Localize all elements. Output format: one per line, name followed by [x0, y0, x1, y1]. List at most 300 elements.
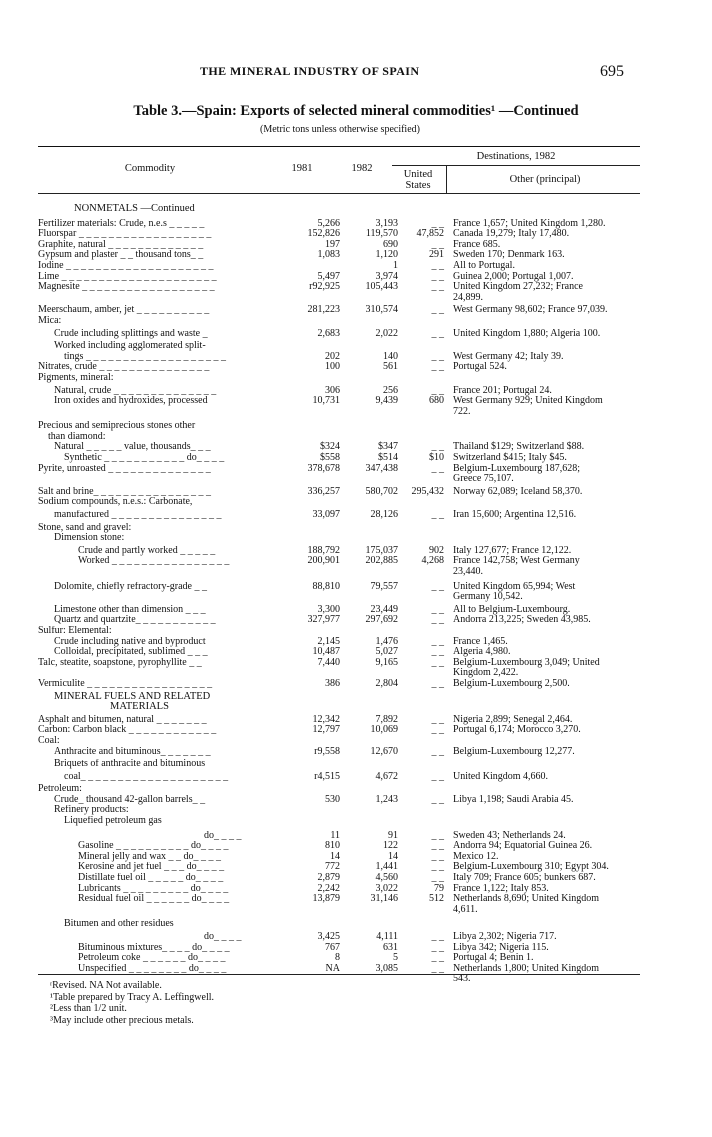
footnote: ²Less than 1/2 unit.: [50, 1003, 127, 1015]
value-1982-cell: 105,443: [365, 281, 398, 293]
page-number: 695: [600, 63, 624, 80]
commodity-cell: Residual fuel oil _ _ _ _ _ _ do_ _ _ _: [78, 894, 230, 905]
section-heading-row: [38, 692, 648, 703]
commodity-cell: Pyrite, unroasted _ _ _ _ _ _ _ _ _ _ _ _ _ _: [38, 463, 211, 474]
other-destinations-cell: France 1,657; United Kingdom 1,280.: [453, 217, 606, 229]
united-states-cell: _ _: [431, 350, 444, 362]
value-1982-cell: 297,692: [365, 614, 398, 626]
united-states-cell: _ _: [431, 509, 444, 521]
commodity-cell: Synthetic _ _ _ _ _ _ _ _ _ _ _ do_ _ _ _: [64, 453, 225, 464]
value-1982-cell: 7,892: [375, 713, 398, 725]
united-states-cell: _ _: [431, 603, 444, 615]
commodity-cell: Talc, steatite, soapstone, pyrophyllite _ _: [38, 657, 202, 668]
header-bottom-rule: [38, 193, 640, 194]
table-row: [38, 305, 648, 316]
value-1981-cell: 10,731: [312, 395, 340, 407]
commodity-cell: Kerosine and jet fuel _ _ _ do_ _ _ _: [78, 862, 225, 873]
table-row: [38, 229, 648, 240]
header-1982: 1982: [351, 163, 373, 174]
commodity-cell: Colloidal, precipitated, sublimed _ _ _: [54, 647, 208, 658]
value-1981-cell: 7,440: [317, 656, 340, 668]
other-destinations-cell: Greece 75,107.: [453, 473, 514, 485]
value-1982-cell: 1,243: [375, 793, 398, 805]
footnote: ¹Table prepared by Tracy A. Leffingwell.: [50, 991, 215, 1003]
value-1982-cell: $347: [378, 441, 398, 453]
united-states-cell: _ _: [431, 281, 444, 293]
united-states-cell: 512: [429, 893, 444, 905]
other-destinations-cell: 4,611.: [453, 903, 478, 915]
value-1981-cell: 13,879: [312, 893, 340, 905]
value-1982-cell: 10,069: [370, 724, 398, 736]
commodity-cell: Mineral jelly and wax _ _ do_ _ _ _: [78, 851, 222, 862]
other-destinations-cell: Andorra 94; Equatorial Guinea 26.: [453, 840, 593, 852]
united-states-cell: _ _: [431, 270, 444, 282]
table-row: [38, 626, 648, 637]
value-1981-cell: 306: [325, 384, 340, 396]
commodity-cell: Dimension stone:: [54, 533, 125, 544]
value-1981-cell: 3,300: [317, 603, 340, 615]
united-states-cell: _ _: [431, 304, 444, 316]
united-states-cell: _ _: [431, 850, 444, 862]
value-1982-cell: 256: [383, 384, 398, 396]
commodity-cell: Natural, crude _ _ _ _ _ _ _ _ _ _ _ _ _ _: [54, 385, 217, 396]
other-destinations-cell: Norway 62,089; Iceland 58,370.: [453, 485, 583, 497]
commodity-cell: Mica:: [38, 315, 62, 326]
value-1982-cell: 9,165: [375, 656, 398, 668]
other-destinations-cell: Portugal 6,174; Morocco 3,270.: [453, 724, 581, 736]
value-1982-cell: 175,037: [365, 544, 398, 556]
table-row: [38, 582, 648, 593]
value-1981-cell: r4,515: [314, 770, 340, 782]
commodity-cell: Limestone other than dimension _ _ _: [54, 604, 206, 615]
value-1982-cell: 12,670: [370, 745, 398, 757]
table-row: [38, 841, 648, 852]
commodity-cell: Coal:: [38, 735, 60, 746]
table-bottom-rule: [38, 974, 640, 975]
value-1982-cell: 2,804: [375, 677, 398, 689]
value-1982-cell: 9,439: [375, 395, 398, 407]
other-destinations-cell: West Germany 42; Italy 39.: [453, 350, 564, 362]
table-row: [38, 679, 648, 690]
value-1982-cell: 5,027: [375, 646, 398, 658]
value-1982-cell: 23,449: [370, 603, 398, 615]
united-states-cell: _ _: [431, 217, 444, 229]
value-1982-cell: $514: [378, 452, 398, 464]
other-destinations-cell: United Kingdom 65,994; West: [453, 580, 576, 592]
other-destinations-cell: Sweden 170; Denmark 163.: [453, 249, 565, 261]
value-1982-cell: 28,126: [370, 509, 398, 521]
commodity-cell: Natural _ _ _ _ _ value, thousands_ _ _: [54, 442, 211, 453]
commodity-cell: MATERIALS: [110, 702, 169, 713]
united-states-cell: _ _: [431, 580, 444, 592]
other-destinations-cell: West Germany 98,602; France 97,039.: [453, 304, 608, 316]
table-body: [38, 200, 648, 985]
commodity-cell: Gasoline _ _ _ _ _ _ _ _ _ _ do_ _ _ _: [78, 841, 229, 852]
united-states-cell: _ _: [431, 931, 444, 942]
other-destinations-cell: All to Portugal.: [453, 259, 515, 271]
commodity-cell: Sodium compounds, n.e.s.: Carbonate,: [38, 497, 193, 508]
other-destinations-cell: United Kingdom 1,880; Algeria 100.: [453, 327, 601, 339]
value-1981-cell: 8: [335, 952, 340, 964]
commodity-cell: Precious and semiprecious stones other: [38, 421, 196, 432]
value-1981-cell: 772: [325, 861, 340, 873]
value-1981-cell: 188,792: [307, 544, 340, 556]
commodity-cell: manufactured _ _ _ _ _ _ _ _ _ _ _ _ _ _ _: [54, 510, 222, 521]
value-1982-cell: 347,438: [365, 462, 398, 474]
united-states-cell: 79: [434, 882, 444, 894]
value-1981-cell: 197: [325, 238, 340, 250]
commodity-cell: Briquets of anthracite and bituminous: [54, 759, 206, 770]
commodity-cell: Refinery products:: [54, 805, 129, 816]
value-1982-cell: 631: [383, 941, 398, 953]
table-row: [38, 905, 648, 916]
value-1981-cell: 200,901: [307, 555, 340, 567]
united-states-cell: _ _: [431, 941, 444, 953]
value-1982-cell: 91: [388, 829, 398, 841]
united-states-cell: _ _: [431, 793, 444, 805]
table-title: Table 3.—Spain: Exports of selected mineral commodities¹ —Continued: [133, 103, 579, 119]
value-1981-cell: r9,558: [314, 745, 340, 757]
commodity-cell: Pigments, mineral:: [38, 372, 114, 383]
value-1981-cell: 1,083: [317, 249, 340, 261]
value-1981-cell: 530: [325, 793, 340, 805]
other-destinations-cell: Portugal 4; Benin 1.: [453, 952, 534, 964]
footnote: ʳRevised. NA Not available.: [50, 980, 162, 991]
value-1982-cell: 4,672: [375, 770, 398, 782]
other-destinations-cell: Switzerland $415; Italy $45.: [453, 452, 567, 464]
table-row: [38, 250, 648, 261]
table-row: [38, 510, 648, 521]
commodity-cell: Nitrates, crude _ _ _ _ _ _ _ _ _ _ _ _ _ _ _: [38, 362, 210, 373]
table-row: [38, 329, 648, 340]
table-row: [38, 362, 648, 373]
commodity-cell: Unspecified _ _ _ _ _ _ _ _ do_ _ _ _: [78, 963, 227, 974]
value-1982-cell: 690: [383, 238, 398, 250]
value-1982-cell: 580,702: [365, 485, 398, 497]
header-commodity: Commodity: [124, 163, 176, 174]
value-1981-cell: 33,097: [312, 509, 340, 521]
table-top-rule: [38, 146, 640, 147]
commodity-cell: Petroleum coke _ _ _ _ _ _ do_ _ _ _: [78, 953, 226, 964]
header-united-states: United States: [403, 169, 433, 191]
other-destinations-cell: Kingdom 2,422.: [453, 667, 519, 679]
table-row: [38, 747, 648, 758]
value-1981-cell: $324: [320, 441, 340, 453]
united-states-cell: _ _: [431, 724, 444, 736]
table-row: [38, 316, 648, 327]
other-destinations-cell: Portugal 524.: [453, 361, 507, 373]
value-1982-cell: 2,022: [375, 327, 398, 339]
table-row: [38, 523, 648, 534]
destinations-rule: [392, 165, 640, 166]
commodity-cell: Lubricants _ _ _ _ _ _ _ _ _ do_ _ _ _: [78, 883, 229, 894]
commodity-cell: Crude including native and byproduct: [54, 636, 206, 647]
other-destinations-cell: Algeria 4,980.: [453, 646, 511, 658]
value-1982-cell: 202,885: [365, 555, 398, 567]
value-1981-cell: 810: [325, 840, 340, 852]
table-row: [38, 805, 648, 816]
united-states-cell: _ _: [431, 646, 444, 658]
united-states-cell: _ _: [431, 259, 444, 271]
commodity-cell: Quartz and quartzite_ _ _ _ _ _ _ _ _ _ _: [54, 615, 216, 626]
value-1981-cell: 5,266: [317, 217, 340, 229]
value-1982-cell: 4,560: [375, 872, 398, 884]
other-destinations-cell: Germany 10,542.: [453, 591, 523, 603]
table-row: [38, 407, 648, 418]
table-row: [38, 919, 648, 930]
other-destinations-cell: Canada 19,279; Italy 17,480.: [453, 228, 570, 240]
commodity-cell: Bituminous mixtures_ _ _ _ do_ _ _ _: [78, 942, 230, 953]
commodity-cell: MINERAL FUELS AND RELATED: [54, 691, 211, 702]
other-destinations-cell: United Kingdom 27,232; France: [453, 281, 583, 293]
value-1982-cell: 561: [383, 361, 398, 373]
value-1981-cell: 327,977: [307, 614, 340, 626]
commodity-cell: Iodine _ _ _ _ _ _ _ _ _ _ _ _ _ _ _ _ _ _ _ _: [38, 260, 214, 271]
united-states-cell: 295,432: [411, 485, 444, 497]
value-1982-cell: 3,085: [375, 962, 398, 974]
other-destinations-cell: Libya 1,198; Saudi Arabia 45.: [453, 793, 574, 805]
table-row: [38, 725, 648, 736]
value-1981-cell: 378,678: [307, 462, 340, 474]
united-states-cell: _ _: [431, 952, 444, 964]
value-1982-cell: 3,193: [375, 217, 398, 229]
other-destinations-cell: All to Belgium-Luxembourg.: [453, 603, 571, 615]
value-1982-cell: 79,557: [370, 580, 398, 592]
table-row: [38, 637, 648, 648]
other-destinations-cell: Iran 15,600; Argentina 12,516.: [453, 509, 577, 521]
table-row: [38, 567, 648, 578]
value-1982-cell: 1,120: [375, 249, 398, 261]
other-destinations-cell: Netherlands 8,690; United Kingdom: [453, 893, 600, 905]
value-1981-cell: 336,257: [307, 485, 340, 497]
header-vertical-rule: [446, 166, 447, 193]
value-1981-cell: 202: [325, 350, 340, 362]
commodity-cell: NONMETALS —Continued: [74, 204, 195, 214]
commodity-cell: Sulfur: Elemental:: [38, 625, 112, 636]
other-destinations-cell: France 1,465.: [453, 635, 508, 647]
table-row: [38, 497, 648, 508]
other-destinations-cell: Sweden 43; Netherlands 24.: [453, 829, 566, 841]
united-states-cell: _ _: [431, 384, 444, 396]
united-states-cell: 47,852: [416, 228, 444, 240]
other-destinations-cell: Italy 127,677; France 12,122.: [453, 544, 572, 556]
value-1981-cell: 152,826: [307, 228, 340, 240]
table-row: [38, 293, 648, 304]
value-1982-cell: 119,570: [365, 228, 398, 240]
commodity-cell: than diamond:: [48, 431, 106, 442]
section-heading-row: [38, 204, 648, 215]
other-destinations-cell: Belgium-Luxembourg 3,049; United: [453, 656, 600, 668]
value-1982-cell: 3,022: [375, 882, 398, 894]
value-1981-cell: 2,145: [317, 635, 340, 647]
value-1981-cell: 12,797: [312, 724, 340, 736]
commodity-cell: Distillate fuel oil _ _ _ _ _ do_ _ _ _: [78, 873, 224, 884]
value-1982-cell: 3,974: [375, 270, 398, 282]
other-destinations-cell: Mexico 12.: [453, 850, 499, 862]
united-states-cell: 4,268: [421, 555, 444, 567]
value-1981-cell: 10,487: [312, 646, 340, 658]
other-destinations-cell: Libya 2,302; Nigeria 717.: [453, 931, 557, 942]
commodity-cell: Salt and brine_ _ _ _ _ _ _ _ _ _ _ _ _ _ _ _: [38, 486, 212, 497]
other-destinations-cell: Belgium-Luxembourg 2,500.: [453, 677, 570, 689]
united-states-cell: 902: [429, 544, 444, 556]
other-destinations-cell: Thailand $129; Switzerland $88.: [453, 441, 585, 453]
commodity-cell: Asphalt and bitumen, natural _ _ _ _ _ _ _: [38, 714, 207, 725]
table-row: [38, 615, 648, 626]
value-1981-cell: r92,925: [309, 281, 340, 293]
table-row: [38, 932, 648, 943]
other-destinations-cell: Andorra 213,225; Sweden 43,985.: [453, 614, 591, 626]
value-1982-cell: 5: [393, 952, 398, 964]
other-destinations-cell: France 142,758; West Germany: [453, 555, 580, 567]
united-states-cell: _ _: [431, 962, 444, 974]
header-other-principal: Other (principal): [509, 174, 581, 185]
commodity-cell: Fluorspar _ _ _ _ _ _ _ _ _ _ _ _ _ _ _ _ _ _: [38, 229, 212, 240]
other-destinations-cell: 722.: [453, 405, 471, 417]
table-row: [38, 396, 648, 407]
value-1982-cell: 31,146: [370, 893, 398, 905]
united-states-cell: _ _: [431, 770, 444, 782]
commodity-cell: Crude and partly worked _ _ _ _ _: [78, 545, 216, 556]
other-destinations-cell: 23,440.: [453, 566, 483, 577]
table-row: [38, 464, 648, 475]
footnotes: [50, 980, 214, 1026]
other-destinations-cell: 543.: [453, 973, 471, 985]
other-destinations-cell: Belgium-Luxembourg 310; Egypt 304.: [453, 861, 609, 873]
footnote: ³May include other precious metals.: [50, 1014, 194, 1026]
commodity-cell: Worked _ _ _ _ _ _ _ _ _ _ _ _ _ _ _ _: [78, 556, 230, 567]
table-row: [38, 556, 648, 567]
table-row: [38, 795, 648, 806]
value-1982-cell: 122: [383, 840, 398, 852]
commodity-cell: Crude_ thousand 42-gallon barrels_ _: [54, 794, 206, 805]
value-1981-cell: 5,497: [317, 270, 340, 282]
commodity-cell: Vermiculite _ _ _ _ _ _ _ _ _ _ _ _ _ _ _ _ _: [38, 678, 213, 689]
united-states-cell: _ _: [431, 872, 444, 884]
commodity-cell: Meerschaum, amber, jet _ _ _ _ _ _ _ _ _ _: [38, 305, 210, 316]
table-row: [38, 759, 648, 770]
united-states-cell: _ _: [431, 462, 444, 474]
commodity-cell: Crude including splittings and waste _: [54, 328, 208, 339]
table-row: [38, 658, 648, 669]
other-destinations-cell: France 685.: [453, 238, 501, 250]
table-row: [38, 873, 648, 884]
united-states-cell: _ _: [431, 840, 444, 852]
united-states-cell: $10: [429, 452, 444, 464]
other-destinations-cell: Belgium-Luxembourg 187,628;: [453, 462, 581, 474]
value-1981-cell: 386: [325, 677, 340, 689]
table-row: [38, 772, 648, 783]
other-destinations-cell: Nigeria 2,899; Senegal 2,464.: [453, 713, 573, 725]
table-row: [38, 592, 648, 603]
united-states-cell: _ _: [431, 327, 444, 339]
value-1982-cell: 310,574: [365, 304, 398, 316]
other-destinations-cell: Guinea 2,000; Portugal 1,007.: [453, 270, 574, 282]
value-1981-cell: 281,223: [307, 304, 340, 316]
commodity-cell: Anthracite and bituminous_ _ _ _ _ _ _: [54, 746, 211, 757]
table-row: [38, 964, 648, 975]
table-row: [38, 487, 648, 498]
value-1982-cell: 1,441: [375, 861, 398, 873]
united-states-cell: _ _: [431, 614, 444, 626]
table-row: [38, 373, 648, 384]
united-states-cell: _ _: [431, 745, 444, 757]
table-row: [38, 282, 648, 293]
commodity-cell: Lime _ _ _ _ _ _ _ _ _ _ _ _ _ _ _ _ _ _ _ _ _: [38, 271, 217, 282]
value-1982-cell: 1,476: [375, 635, 398, 647]
commodity-cell: Graphite, natural _ _ _ _ _ _ _ _ _ _ _ _ _: [38, 239, 204, 250]
commodity-cell: Iron oxides and hydroxides, processed: [54, 396, 208, 407]
commodity-cell: Fertilizer materials: Crude, n.e.s _ _ _ _ _: [38, 218, 205, 229]
value-1981-cell: 11: [330, 829, 340, 841]
united-states-cell: _ _: [431, 441, 444, 453]
commodity-cell: Stone, sand and gravel:: [38, 522, 132, 533]
value-1981-cell: 2,879: [317, 872, 340, 884]
united-states-cell: 291: [429, 249, 444, 261]
commodity-cell: Worked including agglomerated split-: [54, 341, 206, 352]
commodity-cell: do_ _ _ _: [204, 830, 242, 841]
other-destinations-cell: France 1,122; Italy 853.: [453, 882, 549, 894]
table-row: [38, 261, 648, 272]
table-row: [38, 943, 648, 954]
commodity-cell: Bitumen and other residues: [64, 919, 174, 930]
value-1981-cell: 767: [325, 941, 340, 953]
value-1982-cell: 140: [383, 350, 398, 362]
value-1982-cell: 1: [393, 259, 398, 271]
value-1981-cell: 100: [325, 361, 340, 373]
other-destinations-cell: Libya 342; Nigeria 115.: [453, 941, 549, 953]
other-destinations-cell: Belgium-Luxembourg 12,277.: [453, 745, 575, 757]
united-states-cell: _ _: [431, 829, 444, 841]
value-1981-cell: 14: [330, 850, 340, 862]
other-destinations-cell: France 201; Portugal 24.: [453, 384, 552, 396]
commodity-cell: coal_ _ _ _ _ _ _ _ _ _ _ _ _ _ _ _ _ _ _ _: [64, 771, 229, 782]
header-1981: 1981: [291, 163, 313, 174]
united-states-cell: _ _: [431, 677, 444, 689]
other-destinations-cell: Netherlands 1,800; United Kingdom: [453, 962, 600, 974]
table-subtitle: (Metric tons unless otherwise specified): [260, 124, 420, 135]
commodity-cell: Dolomite, chiefly refractory-grade _ _: [54, 581, 207, 592]
united-states-cell: _ _: [431, 238, 444, 250]
united-states-cell: _ _: [431, 861, 444, 873]
other-destinations-cell: Italy 709; France 605; bunkers 687.: [453, 872, 596, 884]
value-1981-cell: 2,242: [317, 882, 340, 894]
united-states-cell: _ _: [431, 713, 444, 725]
other-destinations-cell: 24,899.: [453, 291, 483, 303]
header-destinations: Destinations, 1982: [476, 151, 556, 162]
commodity-cell: Carbon: Carbon black _ _ _ _ _ _ _ _ _ _ _ _: [38, 725, 217, 736]
value-1982-cell: 4,111: [376, 931, 398, 942]
value-1981-cell: $558: [320, 452, 340, 464]
commodity-cell: Gypsum and plaster _ _ thousand tons_ _: [38, 250, 204, 261]
commodity-cell: Liquefied petroleum gas: [64, 816, 162, 827]
commodity-cell: Magnesite _ _ _ _ _ _ _ _ _ _ _ _ _ _ _ _ _ _: [38, 282, 215, 293]
other-destinations-cell: United Kingdom 4,660.: [453, 770, 548, 782]
table-row: [38, 736, 648, 747]
running-head: THE MINERAL INDUSTRY OF SPAIN: [200, 64, 420, 78]
value-1981-cell: 2,683: [317, 327, 340, 339]
table-row: [38, 421, 648, 432]
table-row: [38, 816, 648, 827]
table-row: [38, 352, 648, 363]
value-1981-cell: 88,810: [312, 580, 340, 592]
value-1981-cell: 12,342: [312, 713, 340, 725]
table-row: [38, 533, 648, 544]
commodity-cell: do_ _ _ _: [204, 932, 242, 942]
united-states-cell: 680: [429, 395, 444, 407]
value-1981-cell: NA: [325, 962, 340, 974]
commodity-cell: tings _ _ _ _ _ _ _ _ _ _ _ _ _ _ _ _ _ _ _: [64, 351, 226, 362]
